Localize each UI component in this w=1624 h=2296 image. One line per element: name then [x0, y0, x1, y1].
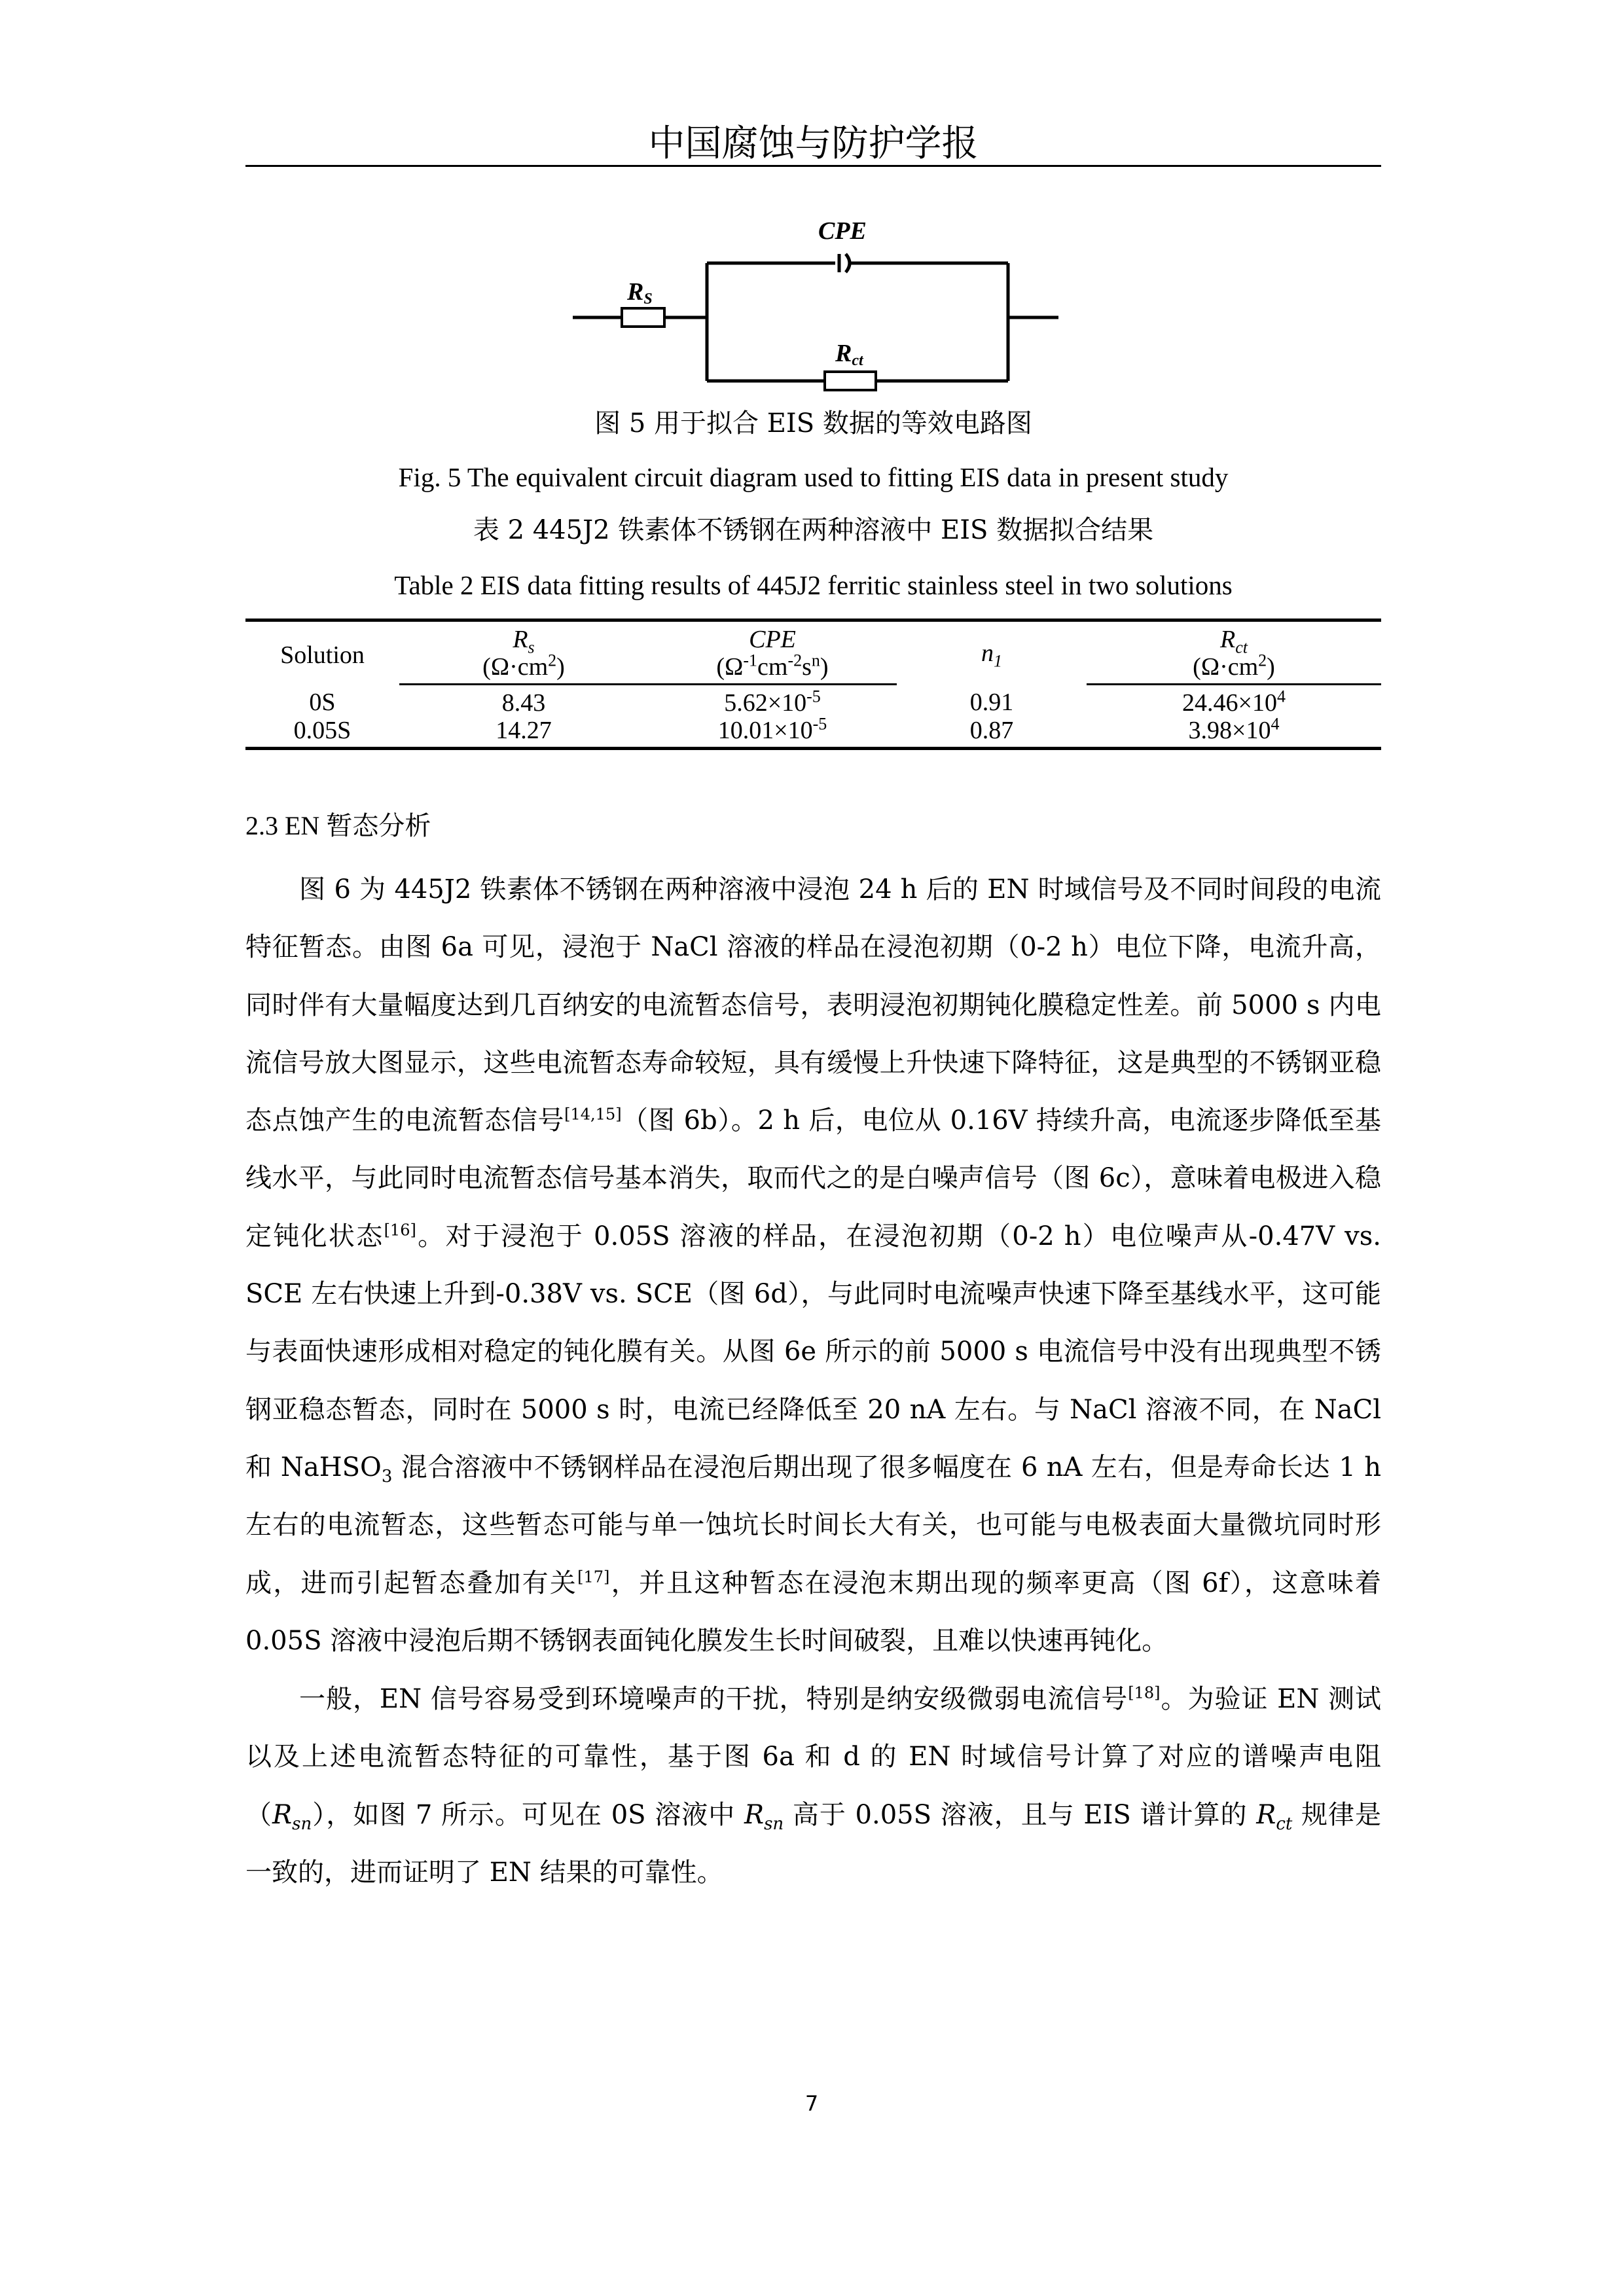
- rs-label: R: [627, 278, 644, 306]
- cpe-label: CPE: [818, 217, 867, 245]
- table-row: [245, 685, 1381, 717]
- rct-label-sub: ct: [852, 352, 863, 369]
- table2-caption-zh: 表 2 445J2 铁素体不锈钢在两种溶液中 EIS 数据拟合结果: [473, 515, 1154, 545]
- page-number: 7: [804, 2091, 819, 2116]
- header-cpe-unit: $(\Omega^{-1}cm^{-2}s^n)$: [648, 653, 897, 685]
- figure5-caption-zh: 图 5 用于拟合 EIS 数据的等效电路图: [594, 408, 1032, 439]
- cell-n1: 0.87: [897, 717, 1087, 749]
- cell-solution: 0S: [309, 689, 336, 717]
- equivalent-circuit-diagram: [563, 209, 1060, 406]
- figure5-caption-en: Fig. 5 The equivalent circuit diagram used to fitting EIS data in present study: [398, 462, 1229, 492]
- rs-label-sub: S: [643, 291, 653, 308]
- table2-caption-en: Table 2 EIS data fitting results of 445J2 ferritic stainless steel in two solutions: [394, 570, 1233, 600]
- cell-rct: $24.46\times 10^4$: [1182, 687, 1286, 717]
- rct-resistor: [825, 372, 876, 390]
- rct-label: R: [835, 340, 852, 367]
- header-solution: Solution: [245, 620, 399, 685]
- journal-header-title: 中国腐蚀与防护学报: [648, 122, 979, 165]
- header-rct-unit: $(\Omega\cdot cm^2)$: [1087, 653, 1381, 685]
- header-rs-unit: $(\Omega\cdot cm^2)$: [399, 653, 648, 685]
- cell-cpe: $5.62\times 10^{-5}$: [724, 687, 821, 717]
- header-n1: $n_1$: [897, 620, 1087, 685]
- table-header-row: [245, 620, 1381, 654]
- cell-rct: $3.98\times 10^4$: [1087, 717, 1381, 749]
- header-rs: $R_s$: [399, 620, 648, 654]
- header-rule: [245, 165, 1381, 167]
- cell-cpe: $10.01\times 10^{-5}$: [648, 717, 897, 749]
- header-rct: $R_{ct}$: [1087, 620, 1381, 654]
- svg-text:RS: [626, 278, 653, 308]
- svg-text:Rct: [835, 340, 864, 369]
- section-heading: 2.3 EN 暂态分析: [245, 811, 431, 840]
- rs-resistor: [622, 308, 664, 327]
- cell-n1: 0.91: [969, 689, 1014, 717]
- table-unit-row: [245, 653, 1381, 685]
- body-paragraph-1: 图 6 为 445J2 铁素体不锈钢在两种溶液中浸泡 24 h 后的 EN 时域信号及不同时间段的电流特征暂态。由图 6a 可见，浸泡于 NaCl 溶液的样品在浸泡初期（0-2 h）电位下降，电流升高，同时伴有大量幅度达到几百纳安的电流暂态信号，表明浸泡初期钝化膜稳定性差。前 5000 s 内电流信号放大图显示，这些电流暂态寿命较短，具有缓慢上升快速下降特征，这是典型的不锈钢亚稳态点蚀产生的电流暂态信号[14,15]（图 6b）。2 h 后，电位从 0.16V 持续升高，电流逐步降低至基线水平，与此同时电流暂态信号基本消失，取而代之的是白噪声信号（图 6c），意味着电极进入稳定钝化状态[16]。对于浸泡于 0.05S 溶液的样品，在浸泡初期（0-2 h）电位噪声从-0.47V vs. SCE 左右快速上升到-0.38V vs. SCE（图 6d），与此同时电流噪声快速下降至基线水平，这可能与表面快速形成相对稳定的钝化膜有关。从图 6e 所示的前 5000 s 电流信号中没有出现典型不锈钢亚稳态暂态，同时在 5000 s 时，电流已经降低至 20 nA 左右。与 NaCl 溶液不同，在 NaCl 和 NaHSO$_3$ 混合溶液中不锈钢样品在浸泡后期出现了很多幅度在 6 nA 左右，但是寿命长达 1 h 左右的电流暂态，这些暂态可能与单一蚀坑长时间长大有关，也可能与电极表面大量微坑同时形成，进而引起暂态叠加有关[17]，并且这种暂态在浸泡末期出现的频率更高（图 6f），这意味着 0.05S 溶液中浸泡后期不锈钢表面钝化膜发生长时间破裂，且难以快速再钝化。: [245, 874, 1382, 1656]
- cell-rs: 14.27: [399, 717, 648, 749]
- cpe-plate-right: [846, 254, 850, 272]
- table-row: [245, 717, 1381, 749]
- cell-rs: 8.43: [501, 689, 546, 717]
- eis-fitting-table: [245, 619, 1381, 750]
- cell-solution: 0.05S: [245, 717, 399, 749]
- header-cpe: CPE: [648, 620, 897, 654]
- body-paragraph-2: 一般，EN 信号容易受到环境噪声的干扰，特别是纳安级微弱电流信号[18]。为验证 EN 测试以及上述电流暂态特征的可靠性，基于图 6a 和 d 的 EN 时域信号计算了对应的谱噪声电阻$(R_{sn})$，如图 7 所示。可见在 0S 溶液中 $R_{sn}$ 高于 0.05S 溶液，且与 EIS 谱计算的 $R_{ct}$ 规律是一致的，进而证明了 EN 结果的可靠性。: [245, 1683, 1382, 1888]
